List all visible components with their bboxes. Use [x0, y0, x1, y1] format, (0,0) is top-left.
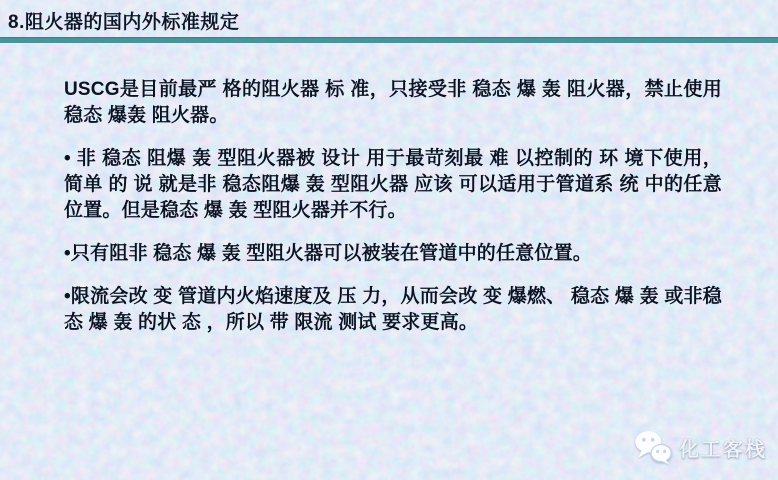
- paragraph-text: USCG是目前最严 格的阻火器 标 准，只接受非 稳态 爆 轰 阻火器，禁止使用 稳态 爆轰 阻火器。: [64, 79, 722, 126]
- paragraph-uscg-standard: [64, 77, 722, 129]
- paragraph-unstable-detonation-design: [64, 146, 722, 224]
- bullet-marker: •: [64, 286, 71, 307]
- paragraph-text: 只有阻非 稳态 爆 轰 型阻火器可以被装在管道中的任意位置。: [70, 243, 592, 264]
- wechat-icon: [634, 429, 672, 465]
- paragraph-flow-restriction: [64, 284, 722, 336]
- paragraph-any-position: [64, 241, 722, 267]
- paragraph-text: 限流会改 变 管道内火焰速度及 压 力，从而会改 变 爆燃、 稳态 爆 轰 或非稳态 爆 轰 的状 态 ，所以 带 限流 测试 要求更高。: [64, 286, 722, 333]
- watermark-label: 化工客栈: [679, 438, 767, 461]
- slide-title: 8.阻火器的国内外标准规定: [8, 12, 240, 33]
- title-divider-bar: [0, 37, 778, 43]
- slide-body: [64, 77, 722, 353]
- paragraph-text: 非 稳态 阻爆 轰 型阻火器被 设计 用于最苛刻最 难 以控制的 环 境下使用，简单 的 说 就是非 稳态阻爆 轰 型阻火器 应该 可以适用于管道系 统 中的任意位置。但是稳态 爆 轰 型阻火器并不行。: [64, 148, 722, 221]
- bullet-marker: •: [64, 243, 71, 264]
- bullet-marker: •: [64, 148, 77, 169]
- watermark: [634, 429, 767, 465]
